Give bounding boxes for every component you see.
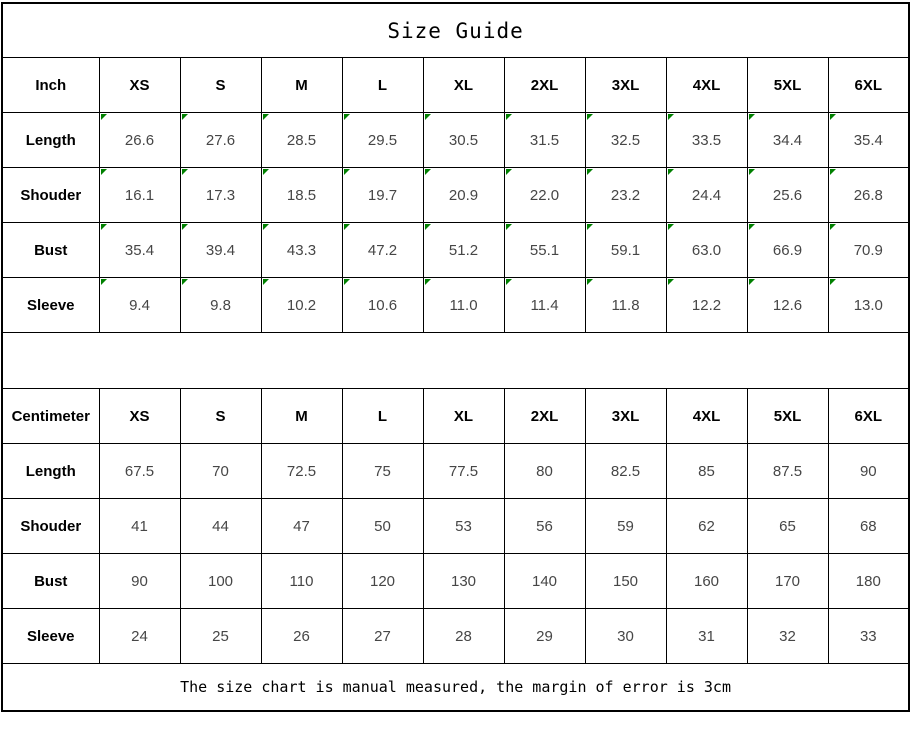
flag-triangle-icon <box>830 169 836 175</box>
col-header-xl: XL <box>423 58 504 113</box>
value-cell <box>828 278 909 333</box>
value-text: 29.5 <box>367 131 398 149</box>
col-header-xs: XS <box>99 58 180 113</box>
value-text: 13.0 <box>853 296 883 314</box>
value-cell <box>828 444 909 499</box>
value-cell <box>99 278 180 333</box>
col-header-xl: XL <box>423 389 504 444</box>
value-cell <box>180 444 261 499</box>
value-text: 30.5 <box>448 131 479 149</box>
col-header-m: M <box>261 389 342 444</box>
value-text: 26.6 <box>124 131 155 149</box>
value-text: 80 <box>536 462 553 480</box>
value-cell <box>261 113 342 168</box>
value-cell <box>828 554 909 609</box>
value-text: 41 <box>131 517 148 535</box>
value-text: 90 <box>131 572 148 590</box>
value-text: 82.5 <box>610 462 641 480</box>
value-text: 140 <box>531 572 558 590</box>
flag-triangle-icon <box>101 224 107 230</box>
value-text: 47 <box>293 517 310 535</box>
flag-triangle-icon <box>587 224 593 230</box>
value-cell <box>585 168 666 223</box>
value-cell <box>342 444 423 499</box>
value-cell <box>423 278 504 333</box>
flag-triangle-icon <box>182 169 188 175</box>
value-cell <box>423 499 504 554</box>
value-text: 27 <box>374 627 391 645</box>
value-cell <box>261 609 342 664</box>
value-text: 56 <box>536 517 553 535</box>
col-header-centimeter: Centimeter <box>2 389 99 444</box>
value-text: 22.0 <box>529 186 560 204</box>
col-header-6xl: 6XL <box>828 58 909 113</box>
flag-triangle-icon <box>182 279 188 285</box>
flag-triangle-icon <box>425 114 431 120</box>
value-cell <box>747 278 828 333</box>
value-text: 35.4 <box>853 131 883 149</box>
value-text: 19.7 <box>367 186 398 204</box>
value-text: 68 <box>859 517 877 535</box>
value-text: 170 <box>774 572 801 590</box>
value-text: 10.6 <box>367 296 398 314</box>
value-cell <box>180 278 261 333</box>
flag-triangle-icon <box>344 169 350 175</box>
table-gap <box>2 333 909 389</box>
value-cell <box>99 223 180 278</box>
value-cell <box>747 499 828 554</box>
value-text: 65 <box>779 517 796 535</box>
value-text: 75 <box>374 462 391 480</box>
inch-row-bust <box>2 223 909 278</box>
value-cell <box>180 499 261 554</box>
flag-triangle-icon <box>425 279 431 285</box>
value-cell <box>504 113 585 168</box>
value-text: 33.5 <box>691 131 722 149</box>
value-cell <box>585 444 666 499</box>
size-guide-table <box>1 2 910 712</box>
value-cell <box>666 113 747 168</box>
value-text: 130 <box>450 572 477 590</box>
value-text: 39.4 <box>205 241 236 259</box>
value-text: 59 <box>617 517 634 535</box>
value-text: 63.0 <box>691 241 722 259</box>
value-cell <box>99 444 180 499</box>
value-cell <box>666 278 747 333</box>
col-header-xs: XS <box>99 389 180 444</box>
flag-triangle-icon <box>344 279 350 285</box>
value-text: 23.2 <box>610 186 641 204</box>
value-text: 180 <box>855 572 881 590</box>
value-cell <box>342 168 423 223</box>
value-text: 90 <box>859 462 877 480</box>
flag-triangle-icon <box>182 224 188 230</box>
value-cell <box>747 444 828 499</box>
flag-triangle-icon <box>749 114 755 120</box>
value-cell <box>342 554 423 609</box>
flag-triangle-icon <box>263 224 269 230</box>
value-cell <box>666 609 747 664</box>
value-text: 31.5 <box>529 131 560 149</box>
flag-triangle-icon <box>830 224 836 230</box>
footer-row <box>2 664 909 712</box>
flag-triangle-icon <box>587 169 593 175</box>
value-text: 160 <box>693 572 720 590</box>
flag-triangle-icon <box>668 224 674 230</box>
col-header-l: L <box>342 389 423 444</box>
value-cell <box>747 609 828 664</box>
value-text: 87.5 <box>772 462 803 480</box>
value-text: 24 <box>131 627 148 645</box>
flag-triangle-icon <box>749 224 755 230</box>
table-gap-row <box>2 333 909 389</box>
row-label: Bust <box>2 554 99 609</box>
value-cell <box>180 113 261 168</box>
value-text: 10.2 <box>286 296 317 314</box>
col-header-4xl: 4XL <box>666 58 747 113</box>
value-cell <box>423 444 504 499</box>
inch-row-length <box>2 113 909 168</box>
cm-row-bust <box>2 554 909 609</box>
value-cell <box>261 554 342 609</box>
value-text: 62 <box>698 517 715 535</box>
value-text: 43.3 <box>286 241 317 259</box>
value-text: 17.3 <box>205 186 236 204</box>
value-text: 66.9 <box>772 241 803 259</box>
col-header-l: L <box>342 58 423 113</box>
row-label: Sleeve <box>2 609 99 664</box>
flag-triangle-icon <box>668 114 674 120</box>
value-cell <box>828 609 909 664</box>
cm-row-shouder <box>2 499 909 554</box>
value-text: 26 <box>293 627 310 645</box>
value-text: 70.9 <box>853 241 883 259</box>
value-cell <box>99 113 180 168</box>
value-text: 31 <box>698 627 715 645</box>
value-text: 59.1 <box>610 241 641 259</box>
value-cell <box>99 168 180 223</box>
value-cell <box>342 499 423 554</box>
cm-row-sleeve <box>2 609 909 664</box>
value-cell <box>180 168 261 223</box>
value-text: 85 <box>698 462 715 480</box>
inch-row-sleeve <box>2 278 909 333</box>
value-cell <box>666 223 747 278</box>
inch-row-shouder <box>2 168 909 223</box>
flag-triangle-icon <box>101 279 107 285</box>
value-text: 72.5 <box>286 462 317 480</box>
col-header-5xl: 5XL <box>747 389 828 444</box>
value-text: 50 <box>374 517 391 535</box>
page-title: Size Guide <box>2 3 909 58</box>
footer-note: The size chart is manual measured, the margin of error is 3cm <box>2 664 909 712</box>
value-cell <box>504 444 585 499</box>
value-text: 24.4 <box>691 186 722 204</box>
value-cell <box>828 223 909 278</box>
col-header-3xl: 3XL <box>585 58 666 113</box>
flag-triangle-icon <box>263 279 269 285</box>
value-cell <box>666 444 747 499</box>
value-cell <box>261 168 342 223</box>
flag-triangle-icon <box>263 114 269 120</box>
value-text: 25.6 <box>772 186 803 204</box>
value-cell <box>828 499 909 554</box>
flag-triangle-icon <box>506 114 512 120</box>
value-cell <box>180 223 261 278</box>
value-cell <box>423 113 504 168</box>
value-cell <box>261 278 342 333</box>
value-text: 16.1 <box>124 186 155 204</box>
value-cell <box>747 223 828 278</box>
value-text: 18.5 <box>286 186 317 204</box>
value-cell <box>423 609 504 664</box>
value-cell <box>504 223 585 278</box>
row-label: Length <box>2 444 99 499</box>
value-cell <box>828 168 909 223</box>
value-text: 11.8 <box>611 296 640 314</box>
value-text: 12.6 <box>772 296 803 314</box>
value-cell <box>261 499 342 554</box>
flag-triangle-icon <box>749 279 755 285</box>
flag-triangle-icon <box>425 224 431 230</box>
col-header-2xl: 2XL <box>504 58 585 113</box>
flag-triangle-icon <box>344 114 350 120</box>
value-cell <box>747 554 828 609</box>
col-header-2xl: 2XL <box>504 389 585 444</box>
value-cell <box>261 223 342 278</box>
flag-triangle-icon <box>506 224 512 230</box>
value-cell <box>180 554 261 609</box>
value-cell <box>261 444 342 499</box>
value-cell <box>666 554 747 609</box>
flag-triangle-icon <box>587 279 593 285</box>
value-cell <box>747 168 828 223</box>
flag-triangle-icon <box>668 279 674 285</box>
value-text: 70 <box>212 462 229 480</box>
value-cell <box>423 554 504 609</box>
value-text: 28 <box>455 627 472 645</box>
value-cell <box>828 113 909 168</box>
flag-triangle-icon <box>506 169 512 175</box>
value-cell <box>342 113 423 168</box>
col-header-4xl: 4XL <box>666 389 747 444</box>
value-text: 33 <box>859 627 877 645</box>
value-cell <box>666 168 747 223</box>
value-cell <box>504 499 585 554</box>
value-text: 53 <box>455 517 472 535</box>
col-header-inch: Inch <box>2 58 99 113</box>
value-text: 110 <box>289 572 314 590</box>
col-header-s: S <box>180 58 261 113</box>
value-text: 26.8 <box>853 186 883 204</box>
value-cell <box>99 554 180 609</box>
value-text: 47.2 <box>367 241 398 259</box>
value-text: 51.2 <box>448 241 479 259</box>
value-text: 32 <box>779 627 796 645</box>
col-header-6xl: 6XL <box>828 389 909 444</box>
flag-triangle-icon <box>101 169 107 175</box>
value-cell <box>342 609 423 664</box>
value-text: 9.4 <box>129 296 150 314</box>
flag-triangle-icon <box>830 279 836 285</box>
value-cell <box>585 554 666 609</box>
value-cell <box>585 278 666 333</box>
col-header-m: M <box>261 58 342 113</box>
flag-triangle-icon <box>425 169 431 175</box>
value-text: 9.8 <box>210 296 231 314</box>
row-label: Sleeve <box>2 278 99 333</box>
value-cell <box>585 223 666 278</box>
value-cell <box>99 499 180 554</box>
value-text: 55.1 <box>529 241 560 259</box>
value-text: 20.9 <box>448 186 479 204</box>
flag-triangle-icon <box>344 224 350 230</box>
row-label: Shouder <box>2 499 99 554</box>
value-cell <box>180 609 261 664</box>
value-text: 11.4 <box>530 296 559 314</box>
value-cell <box>504 168 585 223</box>
value-text: 77.5 <box>448 462 479 480</box>
value-cell <box>504 278 585 333</box>
cm-header-row <box>2 389 909 444</box>
value-cell <box>423 223 504 278</box>
flag-triangle-icon <box>182 114 188 120</box>
value-text: 35.4 <box>124 241 155 259</box>
flag-triangle-icon <box>749 169 755 175</box>
cm-row-length <box>2 444 909 499</box>
title-row <box>2 3 909 58</box>
value-cell <box>504 554 585 609</box>
flag-triangle-icon <box>263 169 269 175</box>
inch-header-row <box>2 58 909 113</box>
value-text: 34.4 <box>772 131 803 149</box>
value-text: 32.5 <box>610 131 641 149</box>
value-text: 150 <box>612 572 639 590</box>
value-text: 67.5 <box>124 462 155 480</box>
col-header-5xl: 5XL <box>747 58 828 113</box>
col-header-s: S <box>180 389 261 444</box>
flag-triangle-icon <box>101 114 107 120</box>
row-label: Bust <box>2 223 99 278</box>
value-cell <box>666 499 747 554</box>
value-text: 11.0 <box>449 296 478 314</box>
value-cell <box>585 113 666 168</box>
value-text: 27.6 <box>205 131 236 149</box>
flag-triangle-icon <box>830 114 836 120</box>
value-cell <box>99 609 180 664</box>
value-text: 30 <box>617 627 634 645</box>
value-cell <box>504 609 585 664</box>
col-header-3xl: 3XL <box>585 389 666 444</box>
value-text: 28.5 <box>286 131 317 149</box>
value-text: 120 <box>369 572 396 590</box>
value-cell <box>342 223 423 278</box>
flag-triangle-icon <box>587 114 593 120</box>
value-text: 12.2 <box>691 296 722 314</box>
flag-triangle-icon <box>668 169 674 175</box>
row-label: Shouder <box>2 168 99 223</box>
value-text: 25 <box>212 627 229 645</box>
row-label: Length <box>2 113 99 168</box>
flag-triangle-icon <box>506 279 512 285</box>
value-cell <box>747 113 828 168</box>
value-cell <box>342 278 423 333</box>
value-cell <box>585 609 666 664</box>
value-cell <box>585 499 666 554</box>
value-text: 44 <box>212 517 229 535</box>
value-text: 29 <box>536 627 553 645</box>
value-cell <box>423 168 504 223</box>
value-text: 100 <box>207 572 234 590</box>
